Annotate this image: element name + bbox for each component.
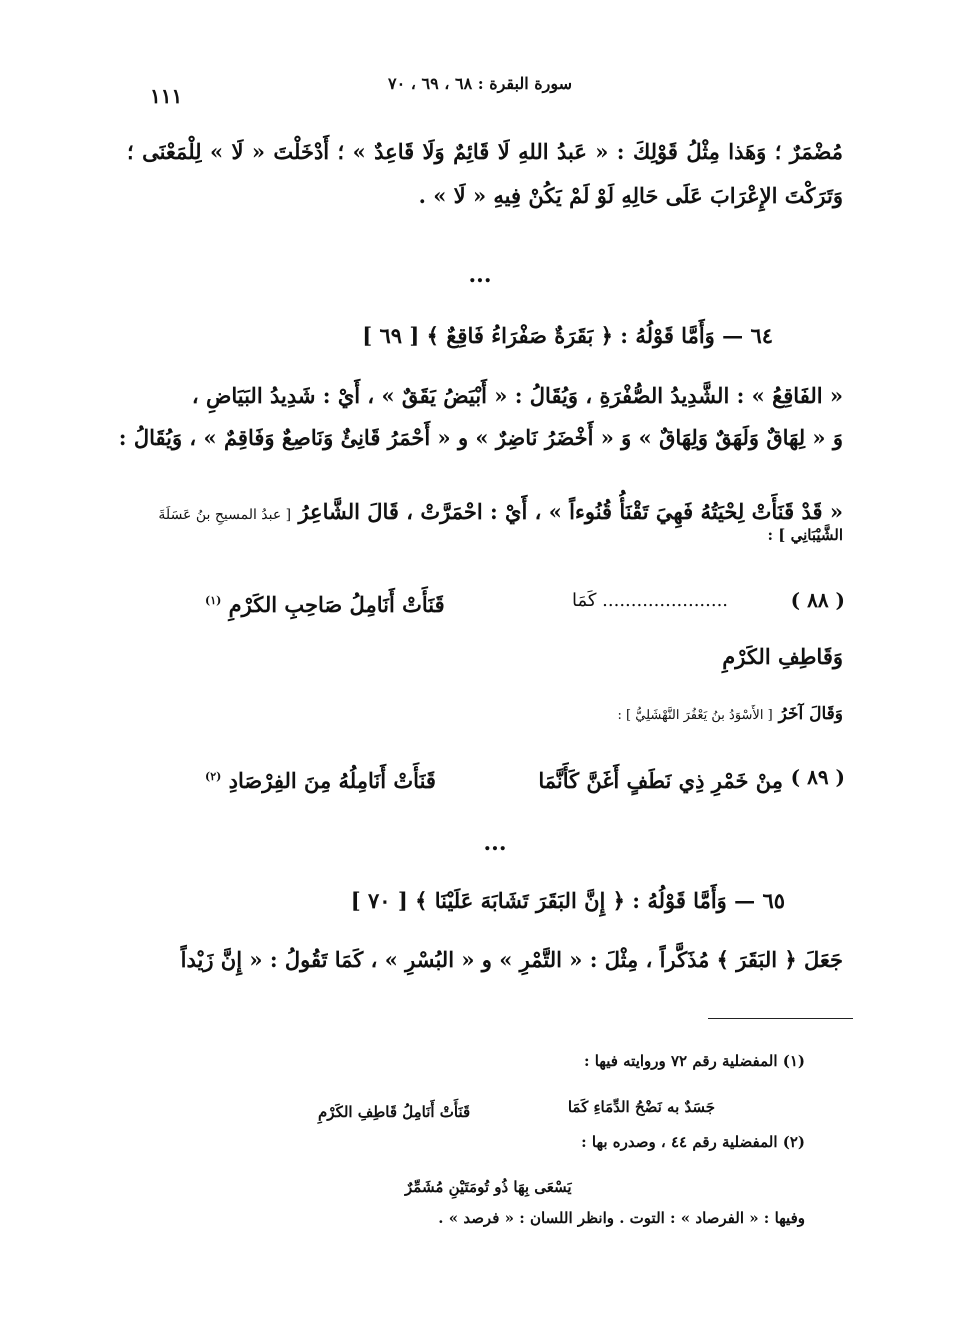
- another-poet-name: [ الأَسْوَدُ بنُ يَعْفُرَ النَّهْشَلِيُّ ] :: [617, 708, 773, 723]
- footnote-ref-2: (٢): [205, 770, 222, 783]
- section-64-line-3-text: « قَدْ قَنَأَتْ لِحْيَتُهُ فَهِيَ تَقْنَأُ قُنُوءاً » ، أَيْ : احْمَرَّتْ ، قَالَ الشَّاعِرُ: [298, 499, 843, 524]
- footnote-2-note: وفيها : « الفرصاد » : التوت . وانظر اللسان : « فرصد » .: [438, 1209, 805, 1227]
- section-65-line-1: جَعَلَ ﴿ البَقَرَ ﴾ مُذَكَّراً ، مِثْلَ : « التَّمْرِ » و « البُسْرِ » ، كَمَا تَقُولُ : « إِنَّ زَيْداً: [180, 947, 843, 972]
- verse-88-continuation: وَقَاطِفِ الكَرْمِ: [722, 644, 843, 669]
- footnote-ref-1: (١): [205, 594, 222, 607]
- footnote-2-verse: يَسْعَى بِهَا ذُو تُومَتَيْنِ مُشَمِّرٌ: [405, 1178, 572, 1196]
- section-64-line-2: وَ « لِهَاقٌ وَلَهَقٌ وَلِهَاقٌ » وَ « أَخْضَرُ نَاضِرٌ » و « أَحْمَرُ قَانِئٌ وَنَاصِعٌ وَفَاقِمٌ » ، وَيُقَالُ :: [118, 425, 843, 450]
- verse-89-second-text: قَنَأَتْ أَنَامِلُهُ مِنَ الفِرْصَادِ: [228, 768, 436, 793]
- verse-88-dots: ......................: [602, 590, 729, 611]
- verse-88-first-hemistich: [510, 590, 790, 611]
- verse-number-88: ( ٨٨ ): [790, 588, 845, 612]
- section-64-heading: ٦٤ — وَأَمَّا قَوْلُهُ : ﴿ بَقَرَةٌ صَفْرَاءُ فَاقِعٌ ﴾ [ ٦٩ ]: [362, 323, 773, 348]
- section-65-heading: ٦٥ — وَأَمَّا قَوْلُهُ : ﴿ إِنَّ البَقَرَ تَشَابَهَ عَلَيْنَا ﴾ [ ٧٠ ]: [350, 888, 785, 913]
- intro-line-1: مُضْمَرٌ ؛ وَهَذا مِثْلُ قَوْلِكَ : « عَبدُ اللهِ لَا قَائِمٌ وَلَا قَاعِدٌ » ؛ أَدْخَلْتَ « لَا » لِلْمَعْنَى ؛: [127, 139, 843, 164]
- verse-88-second-hemistich: [205, 592, 445, 617]
- footnote-divider: [708, 1018, 853, 1019]
- section-64-line-3: [127, 498, 843, 525]
- verse-number-89: ( ٨٩ ): [790, 765, 845, 789]
- poet-attribution-continued: الشَّيْبَانِي ] :: [767, 526, 843, 544]
- verse-88-second-text: قَنَأَتْ أَنَامِلُ صَاحِبِ الكَرْمِ: [228, 592, 445, 617]
- footnote-1-verse-second: قَنَأَتْ أَنَامِلُ قَاطِفِ الكَرْمِ: [318, 1103, 471, 1121]
- another-poet-line: [618, 703, 843, 725]
- poet-attribution: [ عبدُ المسيحِ بنُ عَسَلَةَ: [158, 507, 292, 523]
- footnote-1-verse-first: جَسَدٌ به نَضْحُ الدِّمَاءِ كَمَا: [567, 1098, 715, 1116]
- footnote-1: (١) المفضلية رقم ٧٢ وروايته فيها :: [583, 1052, 805, 1070]
- another-poet-text: وَقَالَ آخَرُ: [778, 704, 843, 724]
- verse-88-word: كَمَا: [571, 590, 597, 611]
- running-header: سورة البقرة : ٦٨ ، ٦٩ ، ٧٠: [387, 74, 573, 93]
- section-64-line-1: « الفَاقِعُ » : الشَّدِيدُ الصُّفْرَةِ ، وَيُقَالُ : « أَبْيَضُ يَقَقٌ » ، أَيْ : شَدِيدُ البَيَاضِ ،: [191, 383, 843, 408]
- intro-line-2: وَتَرَكْتَ الإِعْرَابَ عَلَى حَالِهِ لَوْ لَمْ يَكُنْ فِيهِ « لَا » .: [418, 183, 843, 208]
- section-separator: ...: [468, 262, 492, 288]
- page-number: ١١١: [150, 84, 183, 108]
- footnote-2: (٢) المفضلية رقم ٤٤ ، وصدره بها :: [581, 1133, 805, 1151]
- verse-89-first-hemistich: مِنْ خَمْرِ ذِي نَطَفٍ أَغَنَّ كَأَنَّمَا: [538, 768, 783, 793]
- verse-89-second-hemistich: [205, 768, 436, 793]
- section-separator-2: ...: [483, 830, 507, 856]
